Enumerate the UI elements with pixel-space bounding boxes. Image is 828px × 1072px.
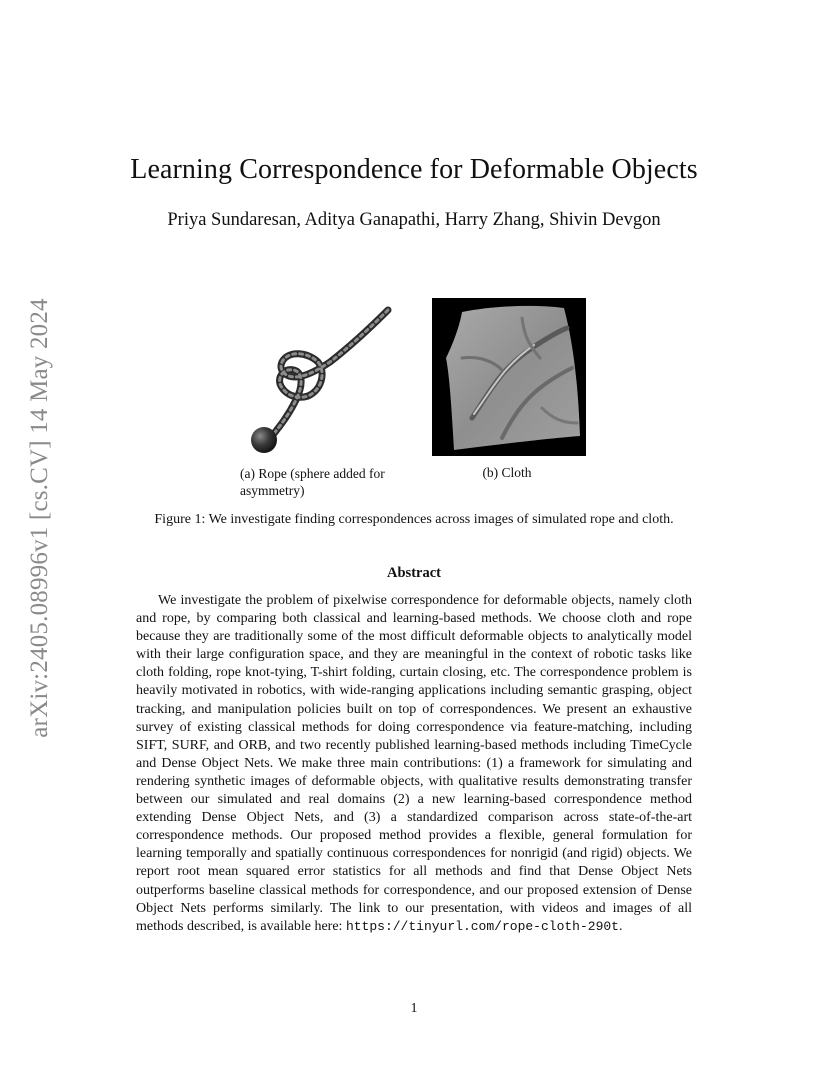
subfigure-a-caption: (a) Rope (sphere added for asymmetry) bbox=[240, 466, 385, 498]
arxiv-identifier-text: arXiv:2405.08996v1 [cs.CV] 14 May 2024 bbox=[26, 297, 53, 738]
abstract-body bbox=[136, 592, 692, 936]
rope-figure-image bbox=[238, 300, 413, 458]
author-list: Priya Sundaresan, Aditya Ganapathi, Harry Zhang, Shivin Devgon bbox=[167, 210, 661, 230]
abstract-end: . bbox=[618, 918, 623, 934]
paper-title: Learning Correspondence for Deformable Objects bbox=[130, 154, 698, 185]
abstract-text: We investigate the problem of pixelwise correspondence for deformable objects, namely cloth and rope, by comparing both classical and learning-based methods. We choose cloth and rope because they are traditionally some of the most difficult deformable objects to analytically model with their large configuration space, and they are meaningful in the context of robotic tasks like cloth folding, rope knot-tying, T-shirt folding, curtain closing, etc. The correspondence problem is heavily motivated in robotics, with wide-ranging applications including semantic grasping, object tracking, and manipulation policies built on top of correspondences. We present an exhaustive survey of existing classical methods for doing correspondence via feature-matching, including SIFT, SURF, and ORB, and two recently published learning-based methods including TimeCycle and Dense Object Nets. We make three main contributions: (1) a framework for simulating and rendering synthetic images of deformable objects, with qualitative results demonstrating transfer between our simulated and real domains (2) a new learning-based correspondence method extending Dense Object Nets, and (3) a standardized comparison across state-of-the-art correspondence methods. Our proposed method provides a flexible, general formulation for learning temporally and spatially continuous correspondences for nonrigid (and rigid) objects. We report root mean squared error statistics for all methods and find that Dense Object Nets outperforms baseline classical methods for correspondence, and our proposed extension of Dense Object Nets performs similarly. The link to our presentation, with videos and images of all methods described, is available here: bbox=[136, 593, 692, 934]
cloth-figure-image bbox=[432, 298, 586, 456]
subfigure-b-caption: (b) Cloth bbox=[482, 465, 532, 480]
abstract-heading: Abstract bbox=[387, 565, 441, 581]
presentation-link[interactable]: https://tinyurl.com/rope-cloth-290t bbox=[345, 918, 619, 934]
page-number: 1 bbox=[410, 1001, 418, 1016]
figure-caption: Figure 1: We investigate finding correspondences across images of simulated rope and cloth. bbox=[154, 512, 674, 527]
